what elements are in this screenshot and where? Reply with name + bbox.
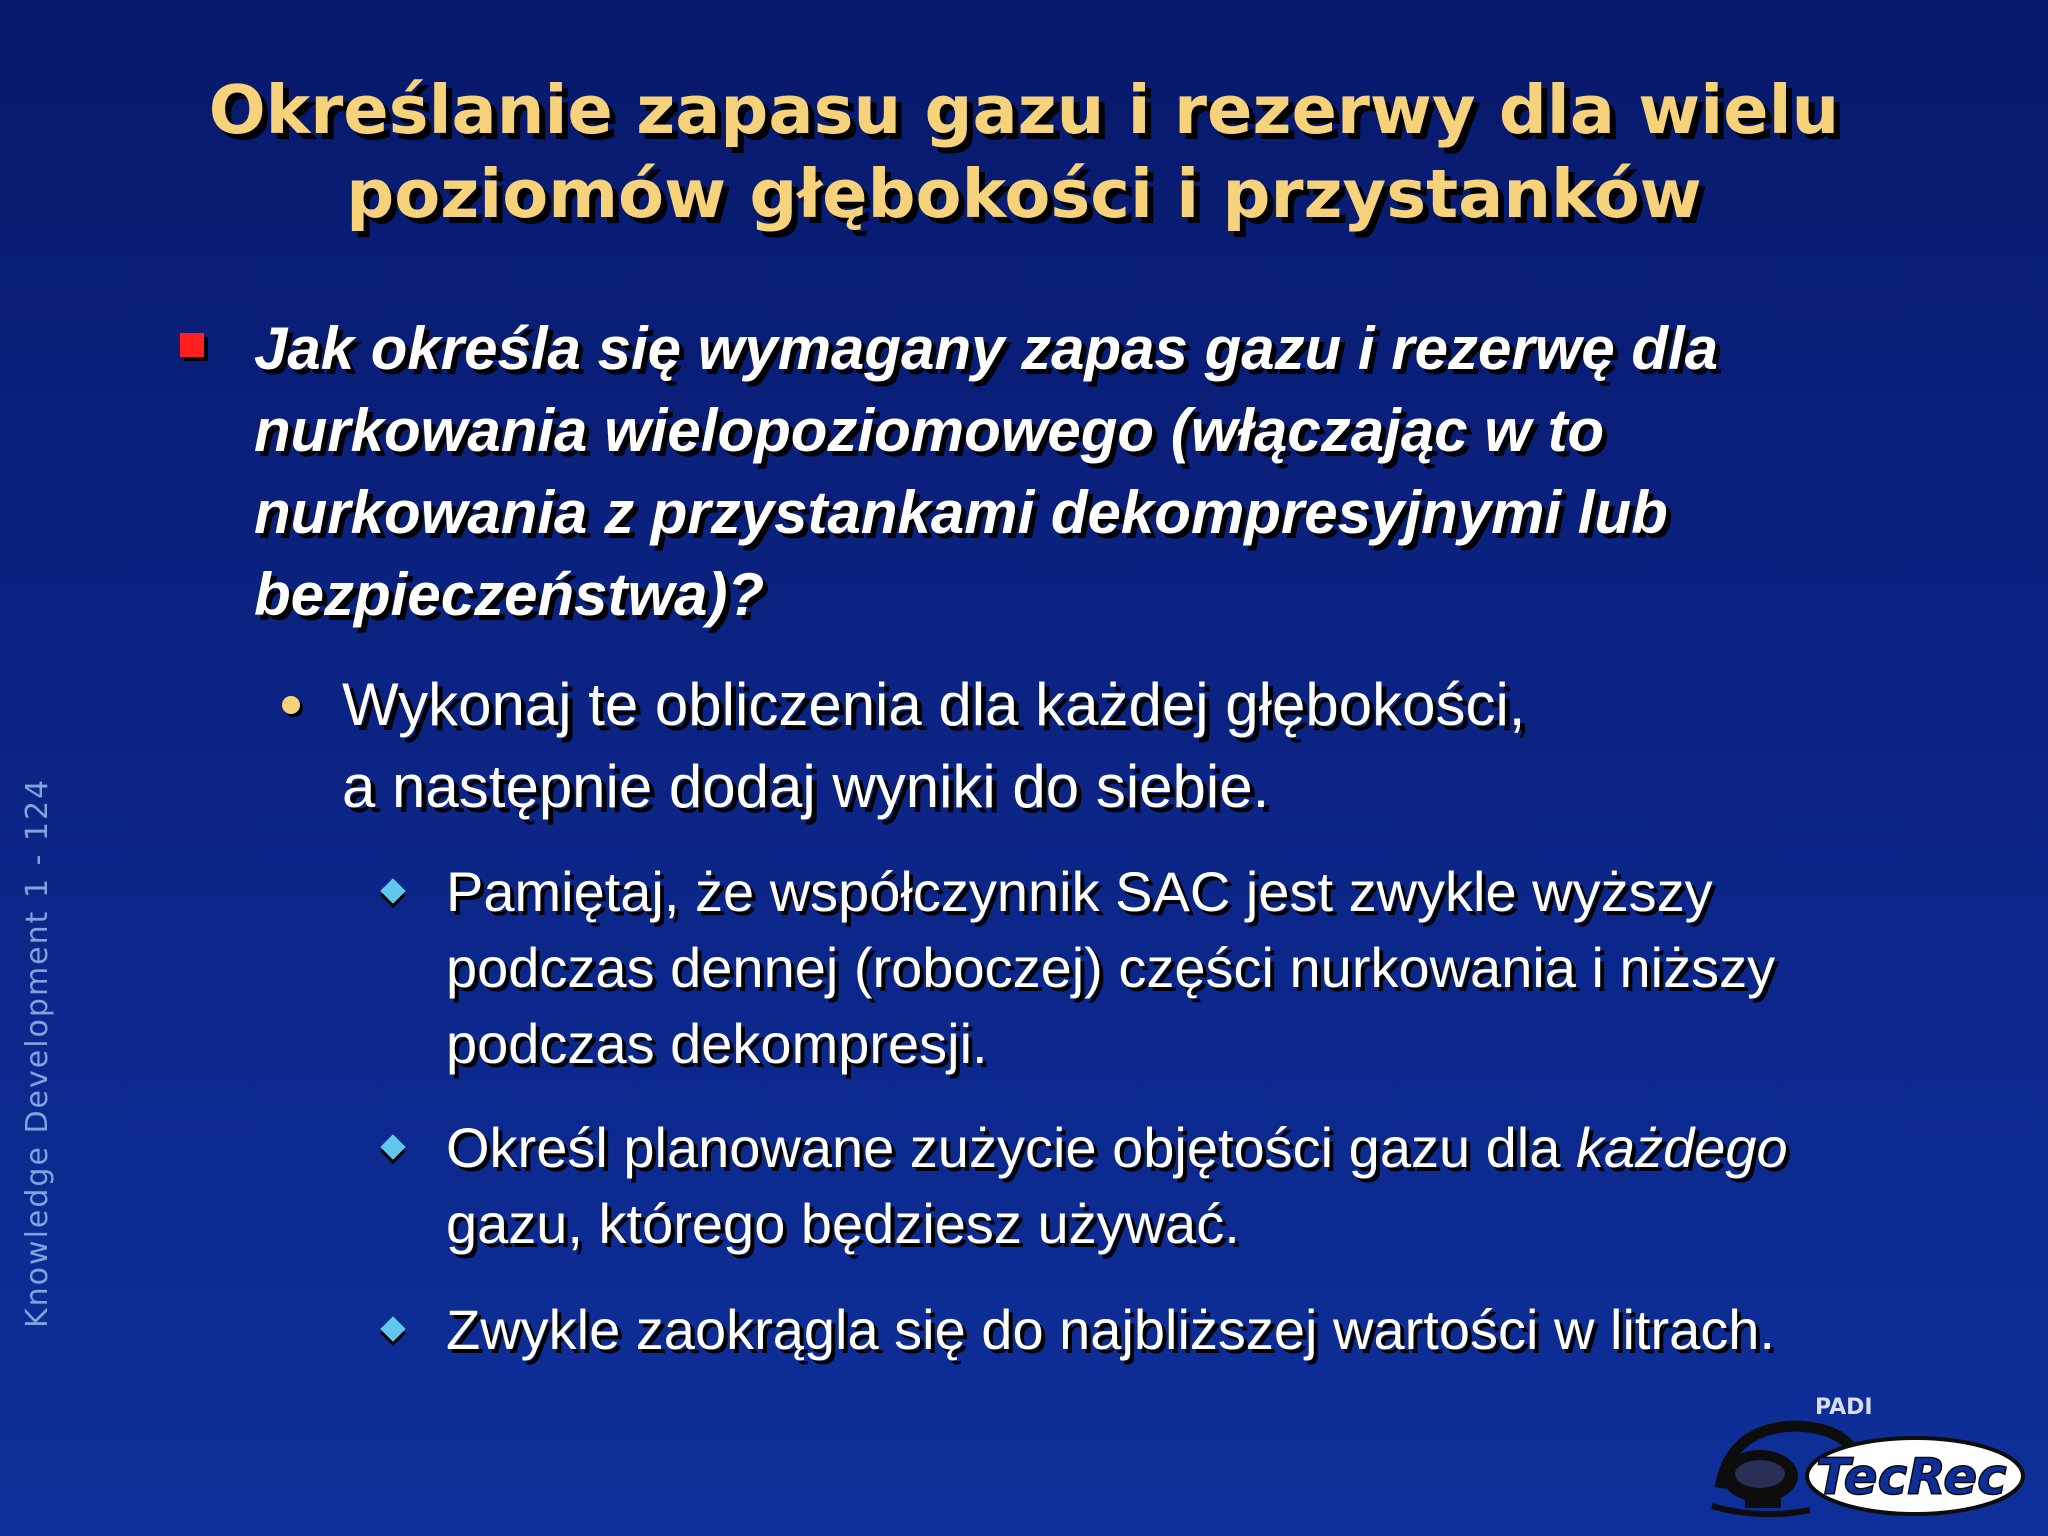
subpoint-emphasis: każdego (1575, 1116, 1788, 1179)
question-line: nurkowania wielopoziomowego (włączając w to (254, 397, 1605, 464)
subpoint-text (446, 854, 2024, 1082)
question-bullet (180, 308, 1940, 636)
square-bullet-icon (180, 333, 204, 357)
diamond-bullet-icon (380, 1134, 405, 1159)
subpoint-sac (384, 854, 2024, 1082)
dot-bullet-icon (282, 696, 300, 714)
subpoint-line: podczas dekompresji. (446, 1012, 988, 1075)
subpoint-text (446, 1110, 2024, 1262)
logo-wordmark: TecRec (1816, 1448, 2007, 1506)
slide-title (80, 68, 1968, 236)
point-line: a następnie dodaj wyniki do siebie. (342, 753, 1270, 820)
subpoint-line: podczas dennej (roboczej) części nurkowania i niższy (446, 936, 1776, 999)
question-line: bezpieczeństwa)? (254, 561, 765, 628)
padi-tecrec-logo (1700, 1388, 2030, 1528)
subpoint-line (446, 1110, 2024, 1186)
subpoint-volume (384, 1110, 2024, 1262)
subpoint-text (446, 1292, 2024, 1368)
title-line: poziomów głębokości i przystanków (346, 155, 1702, 233)
title-line: Określanie zapasu gazu i rezerwy dla wielu (208, 71, 1840, 149)
question-line: nurkowania z przystankami dekompresyjnymi lub (254, 479, 1668, 546)
question-text (254, 308, 1940, 636)
point-text (342, 664, 1982, 828)
side-label: Knowledge Development 1 - 124 (20, 777, 55, 1328)
subpoint-line: gazu, którego będziesz używać. (446, 1192, 1240, 1255)
subpoint-rounding (384, 1292, 2024, 1368)
logo-graphic (1700, 1388, 2030, 1528)
subpoint-line: Zwykle zaokrągla się do najbliższej wartości w litrach. (446, 1298, 1775, 1361)
question-line: Jak określa się wymagany zapas gazu i rezerwę dla (254, 315, 1719, 382)
point-bullet (282, 664, 1982, 828)
subpoint-line: Pamiętaj, że współczynnik SAC jest zwykle wyższy (446, 860, 1713, 923)
subpoint-line-start: Określ planowane zużycie objętości gazu dla (446, 1116, 1576, 1179)
diamond-bullet-icon (380, 878, 405, 903)
point-line: Wykonaj te obliczenia dla każdej głębokości, (342, 671, 1526, 738)
logo-top-text: PADI (1815, 1395, 1873, 1420)
diamond-bullet-icon (380, 1316, 405, 1341)
